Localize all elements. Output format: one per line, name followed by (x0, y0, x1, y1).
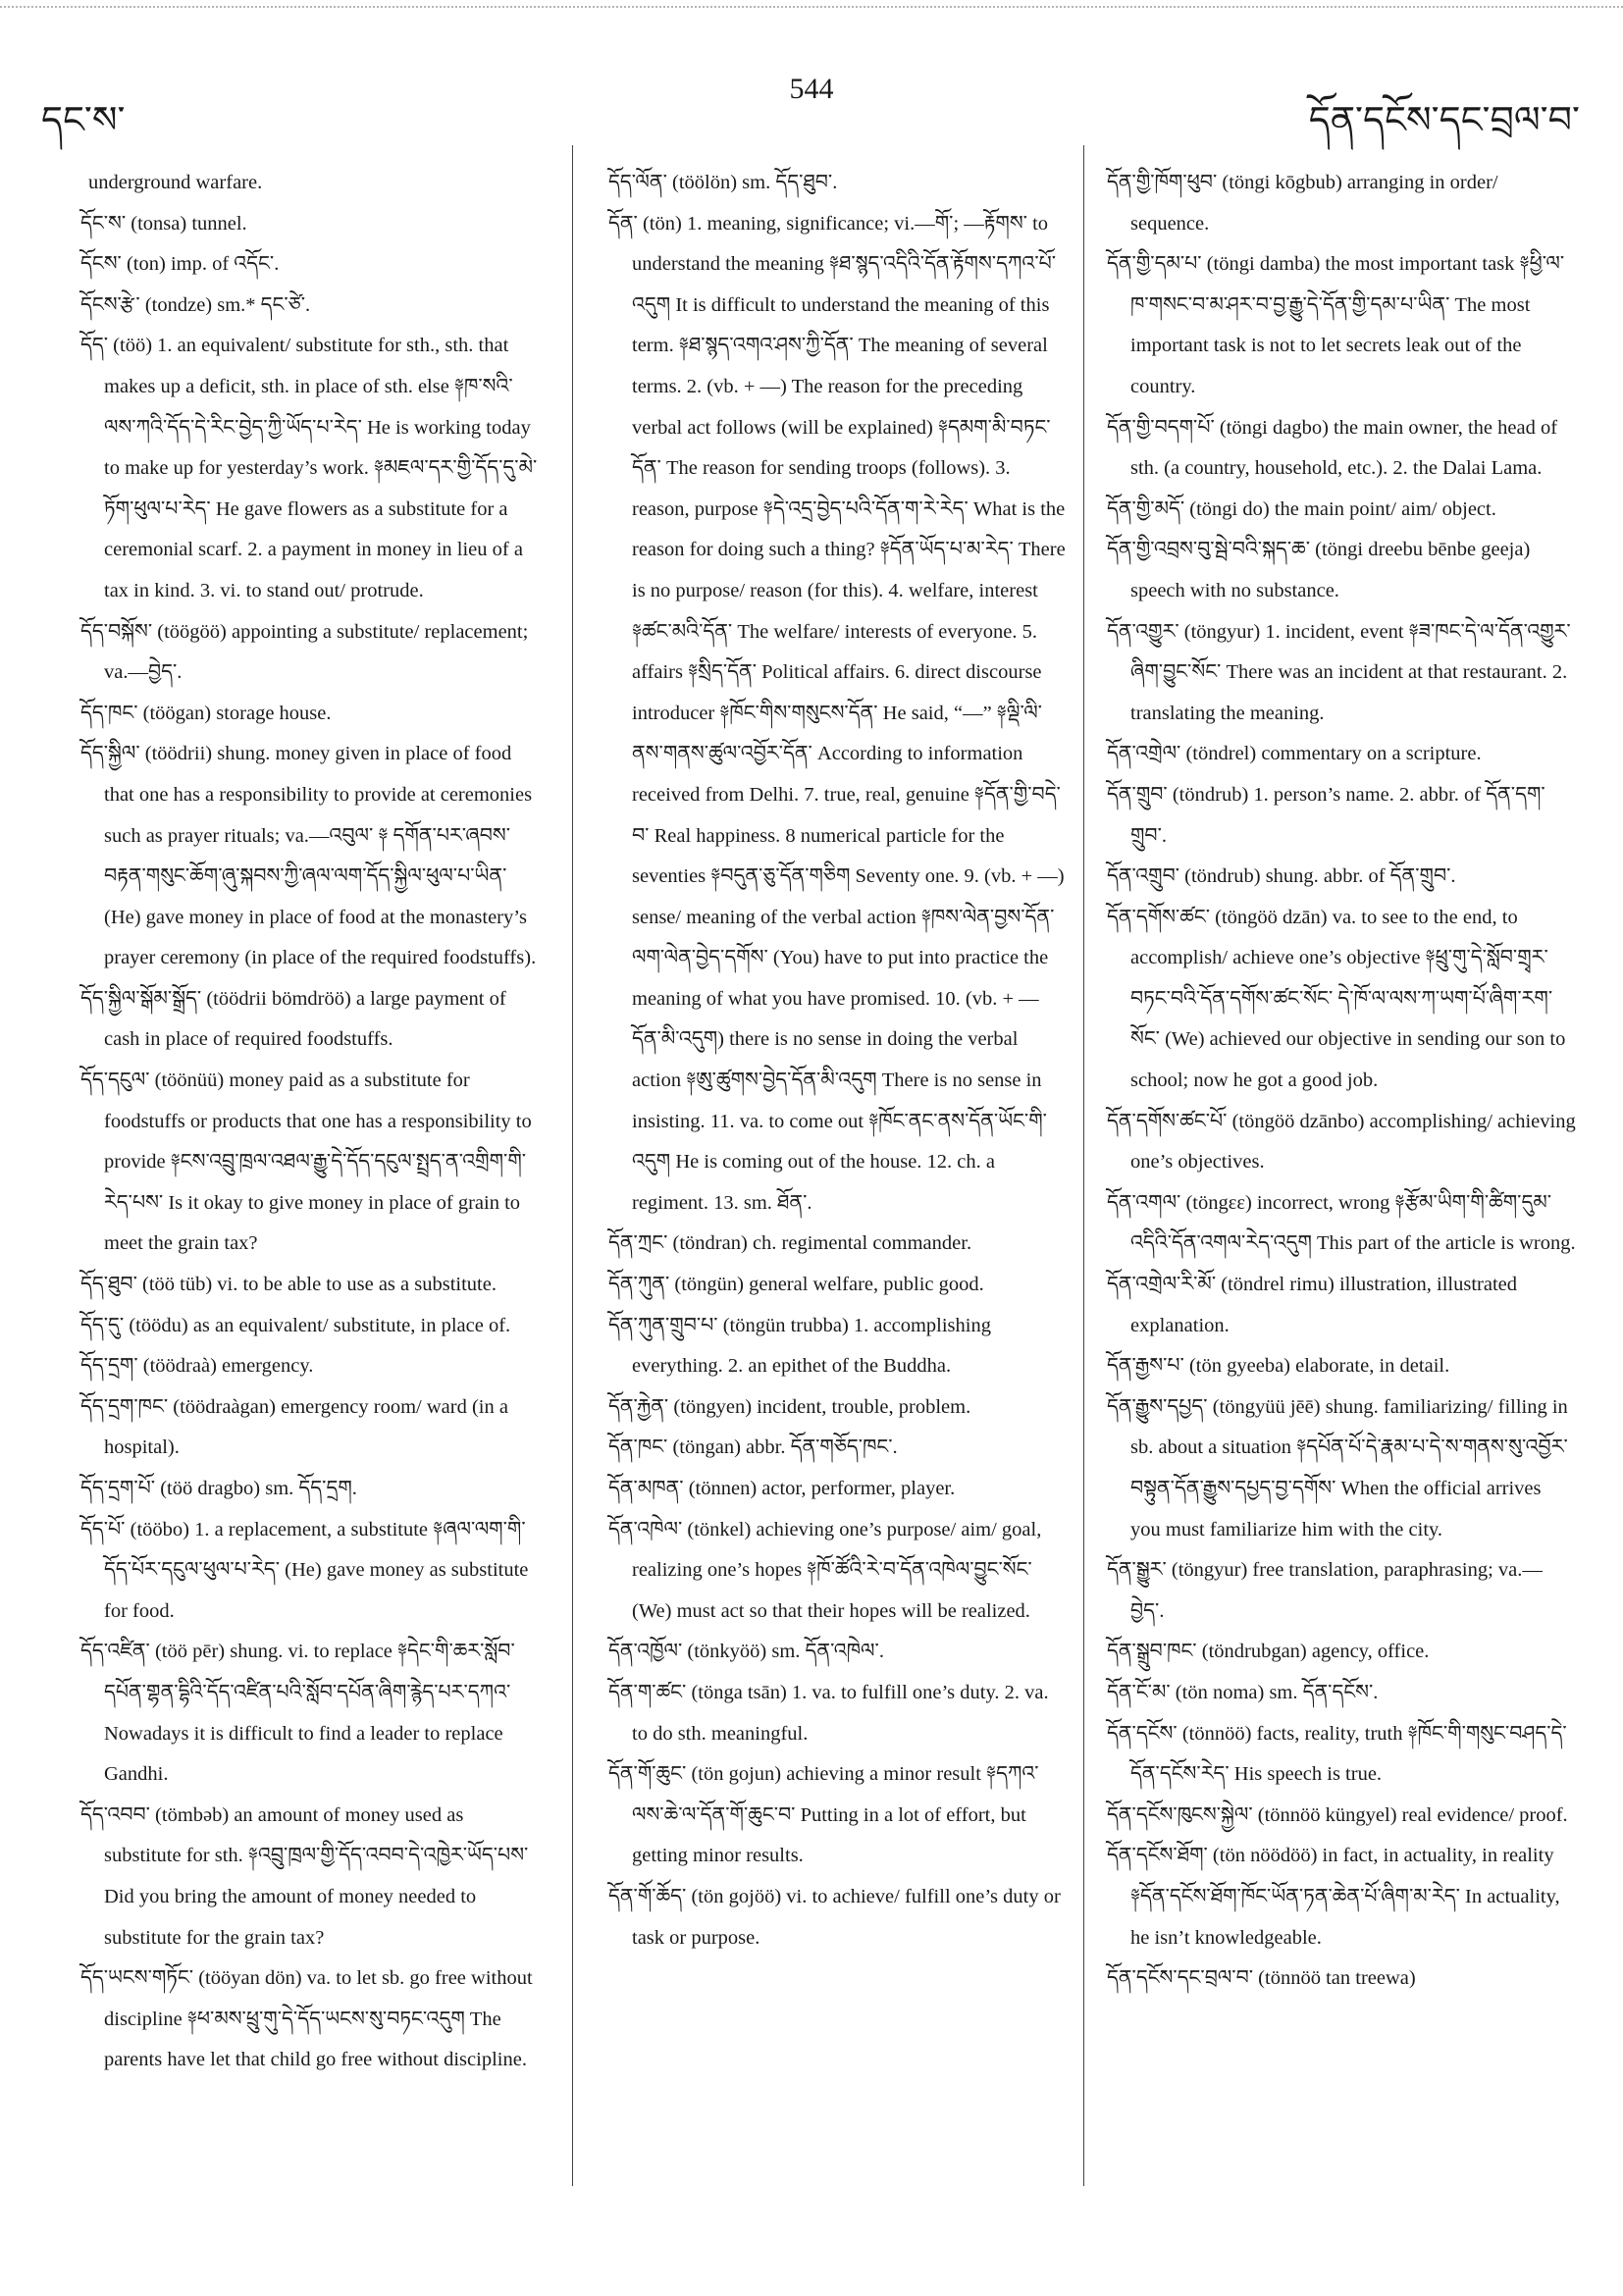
dictionary-entry: དོད་དྲག་ (töödraà) emergency. (80, 1355, 314, 1378)
dictionary-entry: དོད་དངུལ་ (töönüü) money paid as a substitute for foodstuffs or products that one has a responsibility to provide ༈ངས་འབྲུ་ཁྲལ་འཐལ་རྒྱུ་དེ་དོད་དངུལ་སྤྲད་ན་འགྲིག་གི་རེད་པས་ Is it okay to give money in place of grain to meet the grain tax? (80, 1070, 532, 1255)
dictionary-entry: དོན་གྱི་བདག་པོ་ (töngi dagbo) the main owner, the head of sth. (a country, household, etc.). 2. the Dalai Lama. (1107, 416, 1558, 480)
dictionary-entry: དོན་ཀུན་ (töngün) general welfare, public good. (608, 1274, 984, 1296)
column-divider (572, 145, 573, 2186)
dictionary-entry: དོན་ཀྲང་ (töndran) ch. regimental commander. (608, 1232, 972, 1255)
dictionary-entry: དོན་ངོ་མ་ (tön noma) sm. དོན་དངོས་. (1107, 1681, 1379, 1703)
dictionary-entry: དོད་དྲག་ཁང་ (töödraàgan) emergency room/ ward (in a hospital). (80, 1395, 508, 1459)
dictionary-entry: དོད་དུ་ (töödu) as an equivalent/ substitute, in place of. (80, 1314, 511, 1336)
dictionary-entry: དོན་དངོས་དང་བྲལ་བ་ (tönnöö tan treewa) (1107, 1967, 1416, 1990)
dictionary-entry: དོན་གྲུབ་ (töndrub) 1. person’s name. 2. abbr. of དོན་དག་གྲུབ་. (1107, 783, 1545, 847)
dictionary-entry: དོན་གྱི་མདོ་ (töngi do) the main point/ aim/ object. (1107, 497, 1496, 520)
dictionary-entry: དོན་གོ་ཆུང་ (tön gojun) achieving a minor result ༈དཀའ་ལས་ཆེ་ལ་དོན་གོ་ཆུང་བ་ Putting in a lot of effort, but getting minor results. (608, 1763, 1039, 1867)
dictionary-entry: དོན་རྒྱུས་དཔྱད་ (töngyüü jēē) shung. familiarizing/ filling in sb. about a situation ༈དཔོན་པོ་དེ་རྣམ་པ་དེ་ས་གནས་སུ་འབྱོར་བསྟུན་དོན་རྒྱུས་དཔྱད་བྱ་དགོས་ When the official arrives you must familiarize him with the city. (1107, 1395, 1568, 1540)
dictionary-entry: དོན་སྒྲུབ་ཁང་ (töndrubgan) agency, office. (1107, 1641, 1430, 1663)
dictionary-entry: དོན་སྒྱུར་ (töngyur) free translation, paraphrasing; va.—བྱེད་. (1107, 1559, 1543, 1622)
dictionary-entry: དོད་བསྐོས་ (töögöö) appointing a substitute/ replacement; va.—བྱེད་. (80, 620, 529, 684)
dictionary-entry: དོངས་རྩེ་ (tondze) sm.* དང་ཙེ་. (80, 293, 311, 316)
dictionary-entry: དོད་སྐྱིལ་སྒོམ་སྒྲོད་ (töödrii bömdröö) a large payment of cash in place of required foodstuffs. (80, 987, 506, 1051)
dictionary-entry: དོན་མཁན་ (tönnen) actor, performer, player. (608, 1478, 956, 1499)
dictionary-entry: དོན་འགལ་ (töngεε) incorrect, wrong ༈རྩོམ་ཡིག་གི་ཚིག་དུམ་འདིའི་དོན་འགལ་རེད་འདུག This part of the article is wrong. (1107, 1191, 1576, 1255)
guide-word-left: དང་ས་ (41, 100, 126, 141)
dictionary-entry: དོན་དགོས་ཚང་པོ་ (töngöö dzānbo) accomplishing/ achieving one’s objectives. (1107, 1110, 1576, 1174)
scan-edge-dots (0, 6, 1623, 10)
dictionary-entry: དོན་གྱི་དམ་པ་ (töngi damba) the most important task ༈ཕྱི་ལ་ཁ་གསང་བ་མ་ཤར་བ་བྱ་རྒྱུ་དེ་དོན་གྱི་དམ་པ་ཡིན་ The most important task is not to let secrets leak out of the country. (1107, 253, 1565, 397)
dictionary-entry: དོད་སྐྱིལ་ (töödrii) shung. money given in place of food that one has a responsibility to provide at ceremonies such as prayer rituals; va.—འབུལ་ ༈ དགོན་པར་ཞབས་བརྟན་གསུང་ཆོག་ཞུ་སྐབས་ཀྱི་ཞལ་ལག་དོད་སྐྱིལ་ཕུལ་པ་ཡིན་ (He) gave money in place of food at the monastery’s prayer ceremony (in place of the required foodstuffs). (80, 743, 537, 969)
dictionary-entry: དོན་དངོས་ཐོག་ (tön nöödöö) in fact, in actuality, in reality ༈དོན་དངོས་ཐོག་ཁོང་ཡོན་ཏན་ཆེན་པོ་ཞིག་མ་རེད་ In actuality, he isn’t knowledgeable. (1107, 1845, 1560, 1949)
dictionary-entry: དོན་གོ་ཆོད་ (tön gojöö) vi. to achieve/ fulfill one’s duty or task or purpose. (608, 1885, 1061, 1949)
dictionary-column-1 (80, 163, 542, 2081)
dictionary-entry: དོད་ཡངས་གཏོང་ (tööyan dön) va. to let sb. go free without discipline ༈ཕ་མས་ཕྲུ་གུ་དེ་དོད་ཡངས་སུ་བཏང་འདུག The parents have let that child go free without discipline. (80, 1967, 533, 2071)
dictionary-entry: དོད་དྲག་པོ་ (töö dragbo) sm. དོད་དྲག. (80, 1478, 357, 1499)
dictionary-column-2 (608, 163, 1066, 1958)
dictionary-entry: དོད་འབབ་ (tömbəb) an amount of money used as substitute for sth. ༈འབྲུ་ཁྲལ་གྱི་དོད་འབབ་དེ་འཁྱེར་ཡོད་པས་ Did you bring the amount of money needed to substitute for the grain tax? (80, 1803, 529, 1949)
guide-word-right: དོན་དངོས་དང་བྲལ་བ་ (1308, 100, 1580, 141)
dictionary-entry: དོན་འཁེལ་ (tönkel) achieving one’s purpose/ aim/ goal, realizing one’s hopes ༈ཁོ་ཚོའི་རེ་བ་དོན་འཁེལ་བྱུང་སོང་ (We) must act so that their hopes will be realized. (608, 1518, 1042, 1622)
dictionary-entry: དོན་དངོས་ཁུངས་སྐྱེལ་ (tönnöö küngyel) real evidence/ proof. (1107, 1803, 1568, 1826)
dictionary-entry: དོད་འཛིན་ (töö pēr) shung. vi. to replace ༈དེང་གི་ཆར་སློབ་དཔོན་གྷན་དྷིའི་དོད་འཛིན་པའི་སློབ་དཔོན་ཞིག་རྙེད་པར་དཀའ་ Nowadays it is difficult to find a leader to replace Gandhi. (80, 1641, 515, 1786)
dictionary-entry: དོང་ས་ (tonsa) tunnel. (80, 212, 247, 235)
dictionary-entry: དོད་ (töö) 1. an equivalent/ substitute for sth., sth. that makes up a deficit, sth. in place of sth. else ༈ཁ་སའི་ལས་ཀའི་དོད་དེ་རིང་བྱེད་ཀྱི་ཡོད་པ་རེད་ He is working today to make up for yesterday’s work. ༈མཇལ་དར་གྱི་དོད་དུ་མེ་ཏོག་ཕུལ་པ་རེད་ He gave flowers as a substitute for a ceremonial scarf. 2. a payment in money in lieu of a tax in kind. 3. vi. to stand out/ protrude. (80, 335, 538, 601)
dictionary-entry: དོད་ཐུབ་ (töö tüb) vi. to be able to use as a substitute. (80, 1274, 497, 1296)
dictionary-entry: དོད་པོ་ (tööbo) 1. a replacement, a substitute ༈ཞལ་ལག་གི་དོད་པོར་དངུལ་ཕུལ་པ་རེད་ (He) gave money as substitute for food. (80, 1518, 529, 1622)
dictionary-entry: དོན་དགོས་ཚང་ (töngöö dzān) va. to see to the end, to accomplish/ achieve one’s objective ༈ཕྲུ་གུ་དེ་སློབ་གྲྭར་བཏང་བའི་དོན་དགོས་ཚང་སོང་ དེ་ཁོ་ལ་ལས་ཀ་ཡག་པོ་ཞིག་རག་སོང་ (We) achieved our objective in sending our son to school; now he got a good job. (1107, 906, 1566, 1092)
page-number: 544 (789, 73, 834, 105)
dictionary-entry: དོན་ཁང་ (töngan) abbr. དོན་གཅོད་ཁང་. (608, 1436, 898, 1459)
dictionary-entry: དོད་ཁང་ (töögan) storage house. (80, 702, 332, 724)
dictionary-entry: དོན་ (tön) 1. meaning, significance; vi.—གོ་; —རྟོགས་ to understand the meaning ༈ཐ་སྙད་འདིའི་དོན་རྟོགས་དཀའ་པོ་འདུག It is difficult to understand the meaning of this term. ༈ཐ་སྙད་འགའ་ཤས་ཀྱི་དོན་ The meaning of several terms. 2. (vb. + —) The reason for the preceding verbal act follows (will be explained) ༈དམག་མི་བཏང་དོན་ The reason for sending troops (follows). 3. reason, purpose ༈དེ་འདྲ་བྱེད་པའི་དོན་ག་རེ་རེད་ What is the reason for doing such a thing? ༈དོན་ཡོད་པ་མ་རེད་ There is no purpose/ reason (for this). 4. welfare, interest ༈ཚང་མའི་དོན་ The welfare/ interests of everyone. 5. affairs ༈སྲིད་དོན་ Political affairs. 6. direct discourse introducer ༈ཁོང་གིས་གསུངས་དོན་ He said, “—” ༈ལྡི་ལི་ནས་གནས་ཚུལ་འབྱོར་དོན་ According to information received from Delhi. 7. true, real, genuine ༈དོན་གྱི་བདེ་བ་ Real happiness. 8 numerical particle for the seventies ༈བདུན་ཅུ་དོན་གཅིག Seventy one. 9. (vb. + —) sense/ meaning of the verbal action ༈ཁས་ལེན་བྱས་དོན་ལག་ལེན་བྱེད་དགོས་ (You) have to put into practice the meaning of what you have promised. 10. (vb. + —དོན་མི་འདུག) there is no sense in doing the verbal action ༈ཨུ་ཚུགས་བྱེད་དོན་མི་འདུག There is no sense in insisting. 11. va. to come out ༈ཁོང་ནང་ནས་དོན་ཡོང་གི་འདུག He is coming out of the house. 12. ch. a regiment. 13. sm. ཐོན་. (608, 212, 1066, 1214)
dictionary-entry: དོན་རྒྱས་པ་ (tön gyeeba) elaborate, in detail. (1107, 1355, 1450, 1378)
dictionary-entry: དོན་འགྲུབ་ (töndrub) shung. abbr. of དོན་གྲུབ་. (1107, 865, 1456, 888)
dictionary-entry: underground warfare. (88, 172, 263, 193)
dictionary-column-3 (1107, 163, 1576, 2000)
dictionary-entry: དོན་འཁྱོལ་ (tönkyöö) sm. དོན་འཁེལ་. (608, 1641, 884, 1663)
column-divider (1083, 145, 1084, 2186)
dictionary-entry: དོན་འགྱུར་ (töngyur) 1. incident, event ༈ཟ་ཁང་དེ་ལ་དོན་འགྱུར་ཞིག་བྱུང་སོང་ There was an incident at that restaurant. 2. translating the meaning. (1107, 620, 1571, 724)
dictionary-entry: དོངས་ (ton) imp. of འདོང་. (80, 253, 280, 276)
dictionary-entry: དོན་རྐྱེན་ (töngyen) incident, trouble, problem. (608, 1395, 971, 1418)
dictionary-entry: དོད་ལོན་ (töölön) sm. དོད་ཐུབ་. (608, 172, 838, 193)
dictionary-entry: དོན་ཀུན་གྲུབ་པ་ (töngün trubba) 1. accomplishing everything. 2. an epithet of the Buddha. (608, 1314, 991, 1378)
dictionary-entry: དོན་གྱི་ཁོག་ཕུབ་ (töngi kōgbub) arranging in order/ sequence. (1107, 172, 1498, 235)
dictionary-entry: དོན་འགྲེལ་རི་མོ་ (töndrel rimu) illustration, illustrated explanation. (1107, 1274, 1517, 1336)
dictionary-entry: དོན་ག་ཚང་ (tönga tsān) 1. va. to fulfill one’s duty. 2. va. to do sth. meaningful. (608, 1681, 1049, 1745)
dictionary-entry: དོན་དངོས་ (tönnöö) facts, reality, truth ༈ཁོང་གི་གསུང་བཤད་དེ་དོན་དངོས་རེད་ His speech is true. (1107, 1722, 1567, 1786)
dictionary-entry: དོན་གྱི་འབྲས་བུ་སྦེ་བའི་སྐད་ཆ་ (töngi dreebu bēnbe geeja) speech with no substance. (1107, 539, 1531, 601)
dictionary-entry: དོན་འགྲེལ་ (töndrel) commentary on a scripture. (1107, 743, 1482, 765)
